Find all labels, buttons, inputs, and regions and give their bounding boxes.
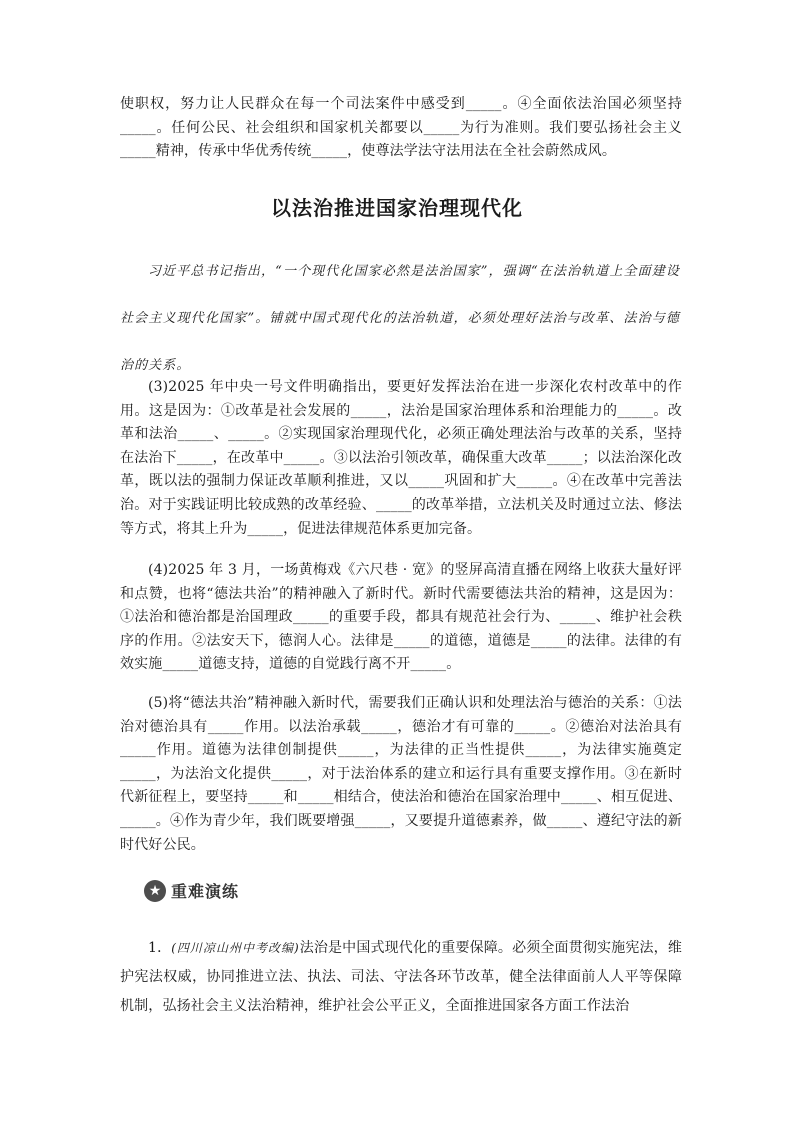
page-title: 以法治推进国家治理现代化 [271,196,523,220]
intro-quote: 习近平总书记指出，“一个现代化国家必然是法治国家”，强调“在法治轨道上全面建设社会主义现代化国家”。铺就中国式现代化的法治轨道，必须处理好法治与改革、法治与德治的关系。 [120,264,680,373]
question-1 [120,934,682,1021]
section-title: 重难演练 [171,882,240,901]
question-text: 法治是中国式现代化的重要保障。必须全面贯彻实施宪法，维护宪法权威，协同推进立法、执法、司法、守法各环节改革，健全法律面前人人平等保障机制，弘扬社会主义法治精神，维护社会公平正义，全面推进国家各方面工作法治 [120,940,682,1014]
question-number: 1． [148,940,172,956]
paragraph-top: 使职权，努力让人民群众在每一个司法案件中感受到_____。④全面依法治国必须坚持_____。任何公民、社会组织和国家机关都要以_____为行为准则。我们要弘扬社会主义_____精神，传承中华优秀传统_____，使尊法学法守法用法在全社会蔚然成风。 [120,96,682,160]
paragraph-3: (3)2025 年中央一号文件明确指出，要更好发挥法治在进一步深化农村改革中的作用。这是因为：①改革是社会发展的_____，法治是国家治理体系和治理能力的_____。改革和法治_____、_____。②实现国家治理现代化，必须正确处理法治与改革的关系，坚持在法治下_____，在改革中_____。③以法治引领改革，确保重大改革_____；以法治深化改革，既以法的强制力保证改革顺利推进，又以_____巩固和扩大_____。④在改革中完善法治。对于实践证明比较成熟的改革经验、_____的改革举措，立法机关及时通过立法、修法等方式，将其上升为_____，促进法律规范体系更加完备。 [120,379,682,537]
section-heading [144,879,239,902]
paragraph-4: (4)2025 年 3 月，一场黄梅戏《六尺巷 · 宽》的竖屏高清直播在网络上收获大量好评和点赞，也将“德法共治”的精神融入了新时代。新时代需要德法共治的精神，这是因为：①法治和德治都是治国理政_____的重要手段，都具有规范社会行为、_____、维护社会秩序的作用。②法安天下，德润人心。法律是_____的道德，道德是_____的法律。法律的有效实施_____道德支持，道德的自觉践行离不开_____。 [120,562,682,673]
paragraph-5: (5)将“德法共治”精神融入新时代，需要我们正确认识和处理法治与德治的关系：①法治对德治具有_____作用。以法治承载_____，德治才有可靠的_____。②德治对法治具有_____作用。道德为法律创制提供_____，为法律的正当性提供_____，为法律实施奠定_____，为法治文化提供_____，对于法治体系的建立和运行具有重要支撑作用。③在新时代新征程上，要坚持_____和_____相结合，使法治和德治在国家治理中_____、相互促进、_____。④作为青少年，我们既要增强_____，又要提升道德素养，做_____、遵纪守法的新时代好公民。 [120,695,682,853]
star-icon: ★ [144,880,166,902]
question-source: (四川凉山州中考改编) [171,941,300,955]
